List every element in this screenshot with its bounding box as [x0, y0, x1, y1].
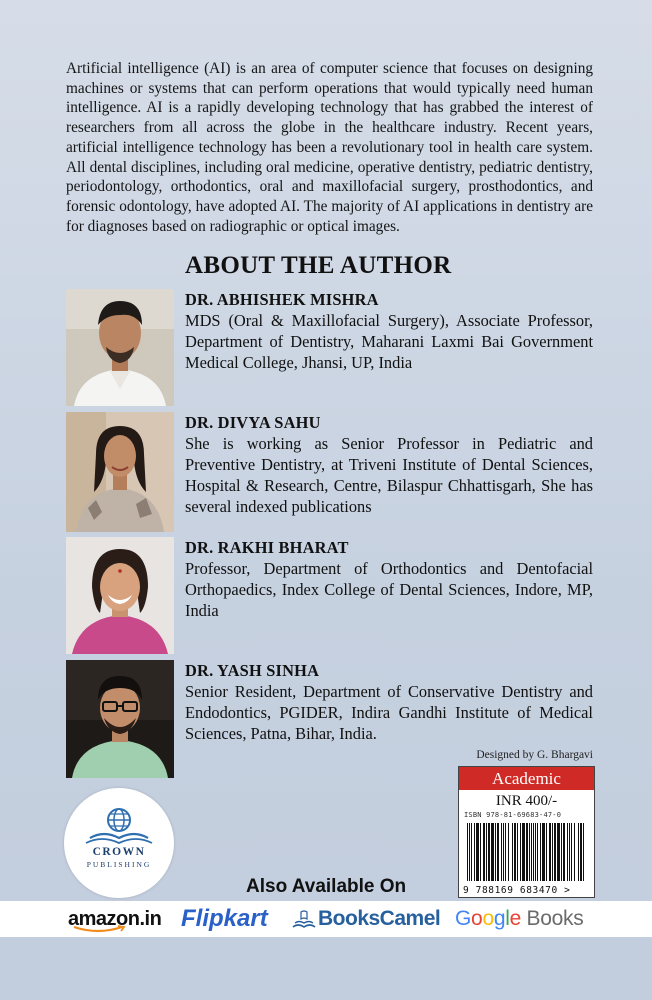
publisher-subname: PUBLISHING	[86, 860, 152, 869]
publisher-name: CROWN	[92, 846, 146, 858]
author-name: DR. DIVYA SAHU	[185, 413, 321, 432]
amazon-label: amazon.in	[68, 908, 162, 930]
author-bio: MDS (Oral & Maxillofacial Surgery), Associate Professor, Department of Dentistry, Maharani Laxmi Bai Government Medical College, Jhansi, UP, India	[185, 311, 593, 372]
bookscamel-label: BooksCamel	[318, 907, 441, 930]
author-photo	[66, 537, 174, 654]
author-photo	[66, 660, 174, 778]
barcode-box	[458, 766, 595, 898]
flipkart-logo[interactable]	[181, 903, 268, 935]
barcode-bars	[465, 823, 589, 883]
author-photo	[66, 289, 174, 406]
amazon-logo[interactable]	[68, 903, 161, 935]
google-wordmark: Google	[455, 907, 521, 930]
author-name: DR. ABHISHEK MISHRA	[185, 290, 379, 309]
open-book-icon	[292, 909, 316, 931]
author-photo	[66, 412, 174, 532]
price-label: INR 400/-	[495, 793, 558, 809]
google-books-label: Books	[526, 907, 584, 930]
barcode-digits: 9 788169 683470 >	[463, 885, 571, 896]
also-available-heading: Also Available On	[246, 876, 407, 897]
designer-credit: Designed by G. Bhargavi	[476, 749, 593, 761]
flipkart-label: Flipkart	[181, 905, 268, 932]
book-blurb: Artificial intelligence (AI) is an area of computer science that focuses on designing machines or systems that can perform operations that would typically need human intelligence. AI is a rapidly developing technology that has grabbed the interest of researchers from all across the globe in the healthcare industry. Recent years, artificial intelligence technology has been a revolutionary tool in health care system. All dental disciplines, including oral medicine, operative dentistry, pediatric dentistry, periodontology, orthodontics, oral and maxillofacial surgery, prosthodontics, and forensic odontology, have adopted AI. The majority of AI applications in dentistry are for diagnoses based on radiographic or optical images.	[66, 60, 593, 235]
amazon-smile-icon	[72, 925, 130, 933]
author-bio: She is working as Senior Professor in Pediatric and Preventive Dentistry, at Triveni Institute of Dental Sciences, Hospital & Research, Centre, Bilaspur Chhattisgarh, She has several indexed publications	[185, 434, 593, 516]
publisher-logo	[64, 788, 174, 898]
author-name: DR. YASH SINHA	[185, 661, 320, 680]
category-label: Academic	[459, 767, 594, 790]
store-logos-strip	[0, 901, 652, 937]
bookscamel-logo[interactable]	[292, 903, 440, 935]
about-author-heading: ABOUT THE AUTHOR	[185, 252, 452, 279]
author-name: DR. RAKHI BHARAT	[185, 538, 349, 557]
isbn-text: ISBN 978-81-69683-47-0	[464, 811, 562, 819]
google-books-logo[interactable]	[455, 903, 583, 935]
author-bio: Senior Resident, Department of Conservative Dentistry and Endodontics, PGIDER, Indira Gandhi Institute of Medical Sciences, Patna, Bihar, India.	[185, 682, 593, 743]
author-bio: Professor, Department of Orthodontics and Dentofacial Orthopaedics, Index College of Dental Sciences, Indore, MP, India	[185, 559, 593, 620]
